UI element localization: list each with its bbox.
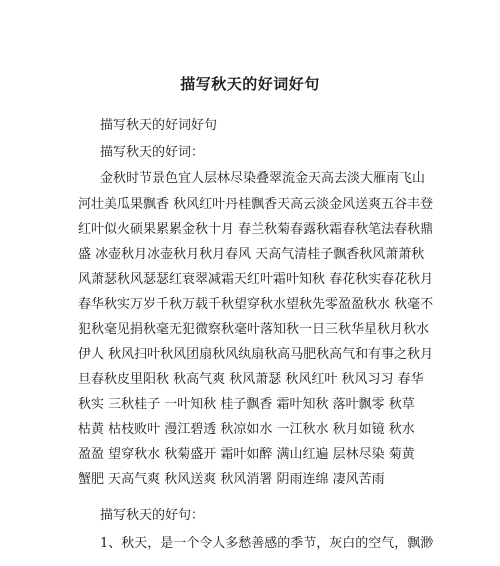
paragraph-line: 蟹肥 天高气爽 秋风送爽 秋风消署 阴雨连绵 凄风苦雨	[78, 472, 385, 487]
paragraph-line: 秋实 三秋桂子 一叶知秋 桂子飘香 霜叶知秋 落叶飘零 秋草	[78, 397, 415, 412]
paragraph-line: 风萧瑟秋风瑟瑟红衰翠减霜天红叶霜叶知秋 春花秋实春花秋月	[78, 272, 434, 287]
section-heading-sentences: 描写秋天的好句：	[100, 508, 205, 523]
paragraph-line: 金秋时节景色宜人层林尽染叠翠流金天高去淡大雁南飞山	[100, 171, 426, 186]
subtitle-line: 描写秋天的好词好句	[100, 118, 218, 133]
paragraph-line: 河壮美瓜果飘香 秋风红叶丹桂飘香天高云淡金风送爽五谷丰登	[78, 197, 434, 212]
paragraph-line: 春华秋实万岁千秋万载千秋望穿秋水望秋先零盈盈秋水 秋毫不	[78, 297, 434, 312]
paragraph-line: 伊人 秋风扫叶秋风团扇秋风纨扇秋高马肥秋高气和有事之秋月	[78, 347, 434, 362]
section-heading-words: 描写秋天的好词：	[100, 145, 205, 160]
document-title: 描写秋天的好词好句	[180, 75, 320, 93]
paragraph-line: 红叶似火硕果累累金秋十月 春兰秋菊春露秋霜春秋笔法春秋鼎	[78, 222, 434, 237]
paragraph-line: 枯黄 枯枝败叶 漫江碧透 秋凉如水 一江秋水 秋月如镜 秋水	[78, 422, 415, 437]
paragraph-line: 旦春秋皮里阳秋 秋高气爽 秋风萧瑟 秋风红叶 秋风习习 春华	[78, 372, 424, 387]
paragraph-line: 犯秋毫见捐秋毫无犯微察秋毫叶落知秋一日三秋华星秋月秋水	[78, 322, 430, 337]
paragraph-line: 盛 冰壶秋月冰壶秋月秋月春风 天高气清桂子飘香秋风萧萧秋	[78, 247, 425, 262]
paragraph-line: 1、秋天，是一个令人多愁善感的季节，灰白的空气，飘渺	[100, 536, 434, 551]
paragraph-line: 盈盈 望穿秋水 秋菊盛开 霜叶如醉 满山红遍 层林尽染 菊黄	[78, 447, 415, 462]
